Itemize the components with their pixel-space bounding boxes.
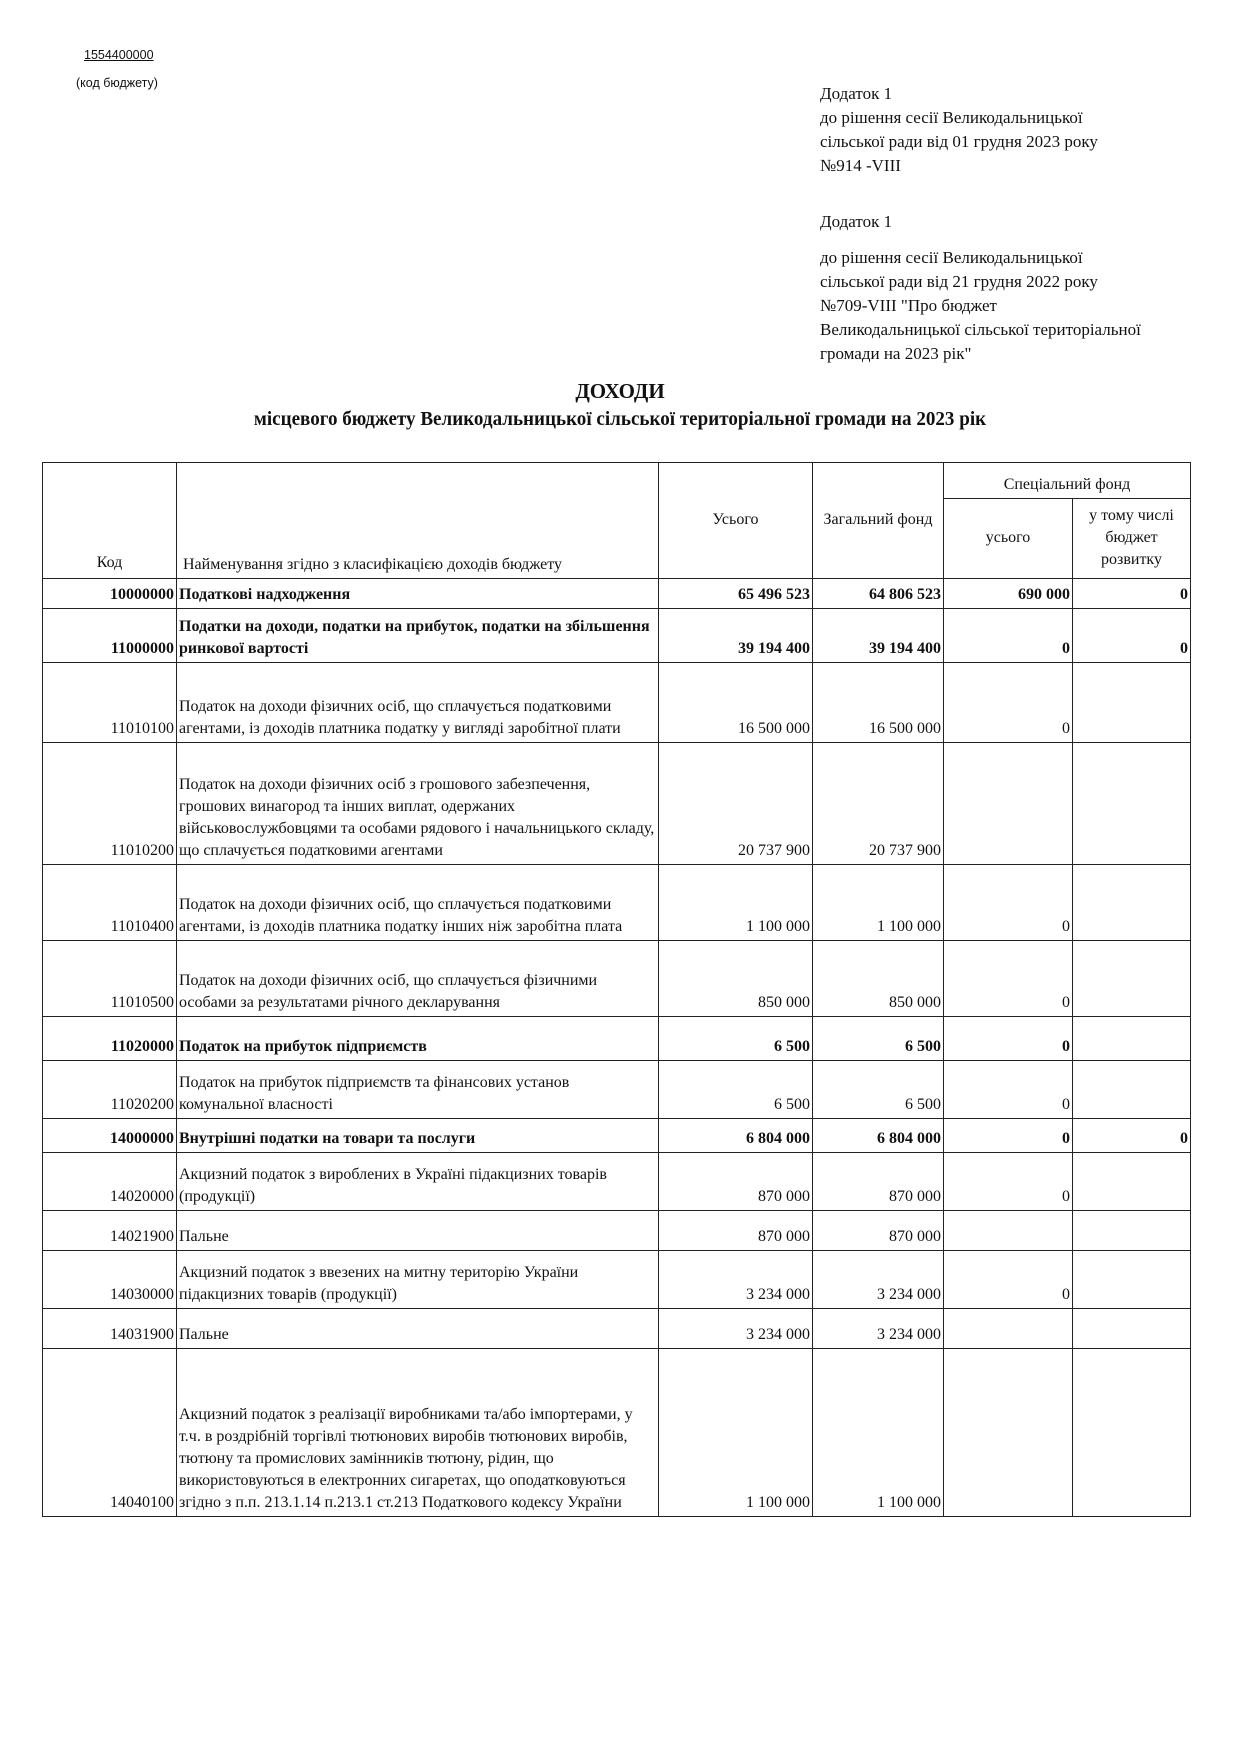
row-general-fund: 16 500 000 <box>813 663 944 743</box>
appendix-original-decision <box>820 210 1141 366</box>
row-total: 850 000 <box>659 941 813 1017</box>
row-code: 10000000 <box>43 579 177 609</box>
row-special-total: 0 <box>944 1119 1073 1153</box>
row-special-total: 0 <box>944 609 1073 663</box>
table-row <box>43 1349 1191 1517</box>
row-total: 3 234 000 <box>659 1309 813 1349</box>
document-title: ДОХОДИ <box>575 379 665 403</box>
row-special-development <box>1073 941 1191 1017</box>
header-special-total: усього <box>944 499 1073 579</box>
row-general-fund: 6 500 <box>813 1061 944 1119</box>
row-code: 14030000 <box>43 1251 177 1309</box>
appendix-line: №709-VIII "Про бюджет <box>820 296 997 315</box>
header-name: Найменування згідно з класифікацією доходів бюджету <box>177 463 659 579</box>
row-code: 14031900 <box>43 1309 177 1349</box>
appendix-line: №914 -VIII <box>820 156 901 175</box>
row-code: 11020200 <box>43 1061 177 1119</box>
row-special-development <box>1073 1349 1191 1517</box>
table-row <box>43 941 1191 1017</box>
table-row <box>43 1119 1191 1153</box>
row-name: Акцизний податок з ввезених на митну територію України підакцизних товарів (продукції) <box>177 1251 659 1309</box>
appendix-line: Додаток 1 <box>820 84 893 103</box>
row-name: Податок на прибуток підприємств <box>177 1017 659 1061</box>
row-name: Податок на доходи фізичних осіб з грошового забезпечення, грошових винагород та інших виплат, одержаних військовослужбовцями та особами рядового і начальницького складу, що сплачується податковими агентами <box>177 743 659 865</box>
row-special-development: 0 <box>1073 1119 1191 1153</box>
row-special-total: 0 <box>944 1251 1073 1309</box>
row-total: 870 000 <box>659 1153 813 1211</box>
row-code: 11010500 <box>43 941 177 1017</box>
row-name: Податкові надходження <box>177 579 659 609</box>
table-row <box>43 1153 1191 1211</box>
row-name: Акцизний податок з вироблених в Україні підакцизних товарів (продукції) <box>177 1153 659 1211</box>
header-special-fund: Спеціальний фонд <box>944 463 1191 499</box>
table-row <box>43 1211 1191 1251</box>
row-general-fund: 3 234 000 <box>813 1309 944 1349</box>
row-general-fund: 6 804 000 <box>813 1119 944 1153</box>
table-row <box>43 579 1191 609</box>
row-total: 1 100 000 <box>659 1349 813 1517</box>
row-special-total <box>944 1211 1073 1251</box>
row-total: 39 194 400 <box>659 609 813 663</box>
row-special-total: 0 <box>944 1153 1073 1211</box>
row-special-total: 690 000 <box>944 579 1073 609</box>
header-total: Усього <box>659 463 813 579</box>
row-code: 11010400 <box>43 865 177 941</box>
appendix-line: Великодальницької сільської територіальної <box>820 320 1141 339</box>
document-subtitle: місцевого бюджету Великодальницької сільської територіальної громади на 2023 рік <box>253 408 987 430</box>
appendix-current-decision <box>820 82 1098 178</box>
row-special-total: 0 <box>944 663 1073 743</box>
row-code: 11000000 <box>43 609 177 663</box>
row-general-fund: 1 100 000 <box>813 865 944 941</box>
row-code: 11010100 <box>43 663 177 743</box>
row-special-total: 0 <box>944 865 1073 941</box>
row-special-total: 0 <box>944 1017 1073 1061</box>
row-code: 11020000 <box>43 1017 177 1061</box>
appendix-line: громади на 2023 рік" <box>820 344 972 363</box>
row-code: 11010200 <box>43 743 177 865</box>
row-total: 6 500 <box>659 1017 813 1061</box>
row-total: 65 496 523 <box>659 579 813 609</box>
row-special-development: 0 <box>1073 579 1191 609</box>
row-special-development <box>1073 1061 1191 1119</box>
header-code: Код <box>43 463 177 579</box>
row-total: 16 500 000 <box>659 663 813 743</box>
row-name: Податки на доходи, податки на прибуток, податки на збільшення ринкової вартості <box>177 609 659 663</box>
row-total: 6 500 <box>659 1061 813 1119</box>
row-special-development <box>1073 1251 1191 1309</box>
row-special-development <box>1073 1309 1191 1349</box>
row-special-development <box>1073 1017 1191 1061</box>
table-row <box>43 1061 1191 1119</box>
appendix-line: сільської ради від 21 грудня 2022 року <box>820 272 1098 291</box>
budget-code-label: (код бюджету) <box>76 76 158 90</box>
row-code: 14000000 <box>43 1119 177 1153</box>
budget-code: 1554400000 <box>84 48 154 62</box>
row-general-fund: 1 100 000 <box>813 1349 944 1517</box>
row-name: Внутрішні податки на товари та послуги <box>177 1119 659 1153</box>
row-general-fund: 39 194 400 <box>813 609 944 663</box>
appendix-line: до рішення сесії Великодальницької <box>820 108 1083 127</box>
row-name: Пальне <box>177 1309 659 1349</box>
row-special-total <box>944 1309 1073 1349</box>
row-total: 870 000 <box>659 1211 813 1251</box>
row-special-total <box>944 743 1073 865</box>
table-row <box>43 663 1191 743</box>
row-general-fund: 850 000 <box>813 941 944 1017</box>
header-special-development: у тому числі бюджет розвитку <box>1073 499 1191 579</box>
table-row <box>43 1017 1191 1061</box>
row-general-fund: 64 806 523 <box>813 579 944 609</box>
row-total: 1 100 000 <box>659 865 813 941</box>
row-code: 14020000 <box>43 1153 177 1211</box>
row-total: 6 804 000 <box>659 1119 813 1153</box>
row-total: 3 234 000 <box>659 1251 813 1309</box>
row-name: Податок на доходи фізичних осіб, що сплачується податковими агентами, із доходів платника податку у вигляді заробітної плати <box>177 663 659 743</box>
row-code: 14040100 <box>43 1349 177 1517</box>
appendix-line: сільської ради від 01 грудня 2023 року <box>820 132 1098 151</box>
table-row <box>43 865 1191 941</box>
row-special-total: 0 <box>944 1061 1073 1119</box>
row-special-development <box>1073 663 1191 743</box>
header-general-fund: Загальний фонд <box>813 463 944 579</box>
row-name: Акцизний податок з реалізації виробниками та/або імпортерами, у т.ч. в роздрібній торгівлі тютюнових виробів тютюнових виробів, тютюну та промислових замінників тютюну, рідин, що використовуються в електронних сигаретах, що оподатковуються згідно з п.п. 213.1.14 п.213.1 ст.213 Податкового кодексу України <box>177 1349 659 1517</box>
row-special-development <box>1073 743 1191 865</box>
row-name: Податок на прибуток підприємств та фінансових установ комунальної власності <box>177 1061 659 1119</box>
row-name: Пальне <box>177 1211 659 1251</box>
table-row <box>43 743 1191 865</box>
row-special-development <box>1073 865 1191 941</box>
row-name: Податок на доходи фізичних осіб, що сплачується податковими агентами, із доходів платника податку інших ніж заробітна плата <box>177 865 659 941</box>
row-name: Податок на доходи фізичних осіб, що сплачується фізичними особами за результатами річного декларування <box>177 941 659 1017</box>
row-general-fund: 870 000 <box>813 1211 944 1251</box>
appendix-title: Додаток 1 <box>820 212 893 231</box>
row-special-development: 0 <box>1073 609 1191 663</box>
row-general-fund: 20 737 900 <box>813 743 944 865</box>
row-code: 14021900 <box>43 1211 177 1251</box>
row-general-fund: 870 000 <box>813 1153 944 1211</box>
row-total: 20 737 900 <box>659 743 813 865</box>
table-row <box>43 1251 1191 1309</box>
row-special-total: 0 <box>944 941 1073 1017</box>
row-general-fund: 3 234 000 <box>813 1251 944 1309</box>
row-special-development <box>1073 1153 1191 1211</box>
appendix-line: до рішення сесії Великодальницької <box>820 248 1083 267</box>
row-special-development <box>1073 1211 1191 1251</box>
revenue-table <box>42 462 1191 1517</box>
row-general-fund: 6 500 <box>813 1017 944 1061</box>
row-special-total <box>944 1349 1073 1517</box>
table-row <box>43 609 1191 663</box>
table-row <box>43 1309 1191 1349</box>
